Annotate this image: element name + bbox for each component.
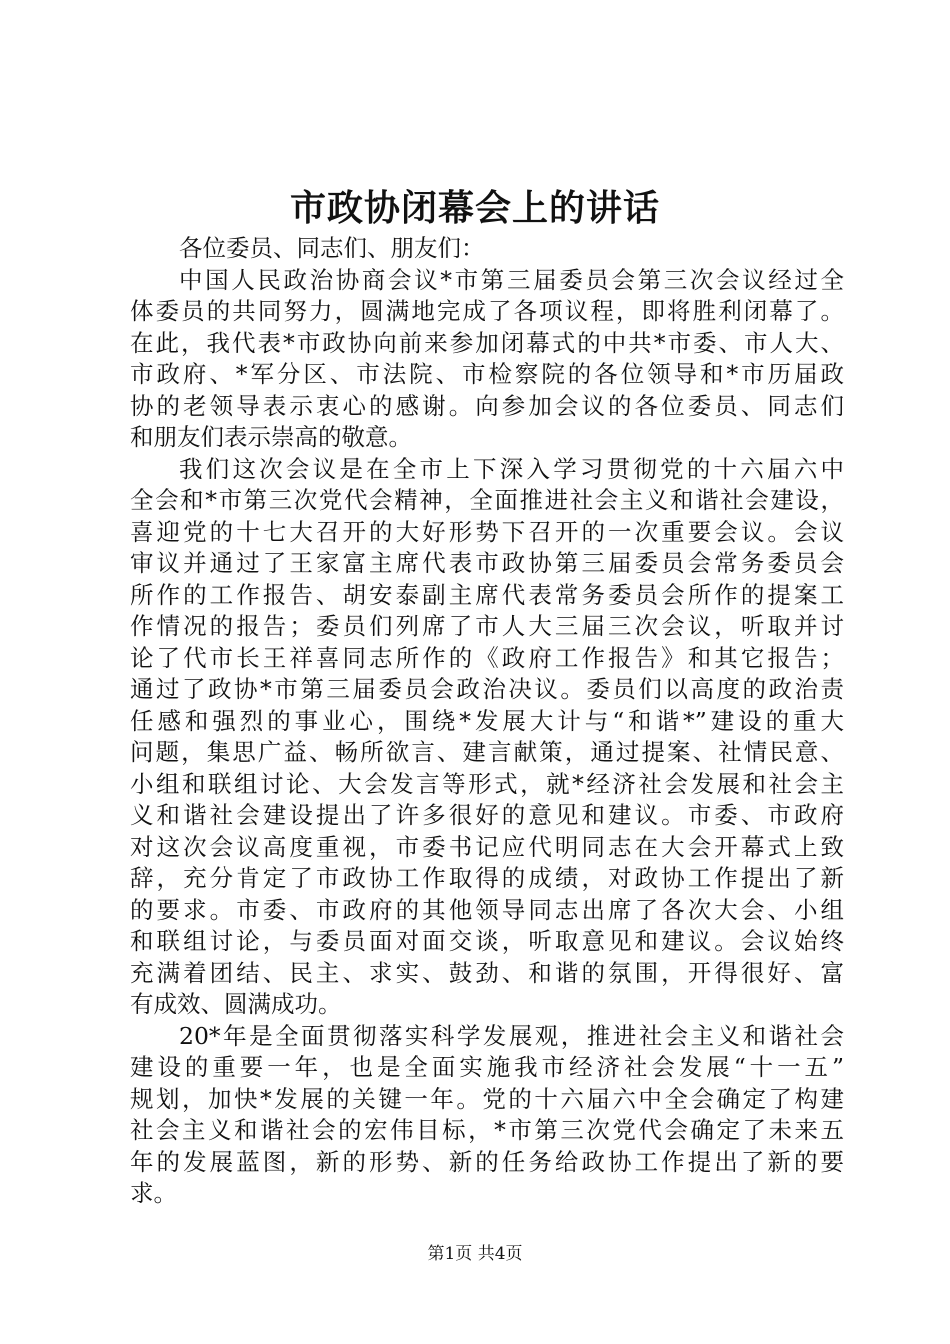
paragraph-line: 通过了政协*市第三届委员会政治决议。委员们以高度的政治责 <box>130 675 844 703</box>
paragraph-line: 全会和*市第三次党代会精神，全面推进社会主义和谐社会建设， <box>130 486 844 514</box>
paragraph-line: 和联组讨论，与委员面对面交谈，听取意见和建议。会议始终 <box>130 927 844 955</box>
paragraph-line: 所作的工作报告、胡安泰副主席代表常务委员会所作的提案工 <box>130 580 844 609</box>
document-body <box>130 233 844 1210</box>
paragraph <box>130 1021 844 1210</box>
paragraph-line: 论了代市长王祥喜同志所作的《政府工作报告》和其它报告； <box>130 643 844 672</box>
paragraphs-container <box>130 265 844 1210</box>
paragraph-line: 协的老领导表示衷心的感谢。向参加会议的各位委员、同志们 <box>130 391 844 420</box>
paragraph-line: 的要求。市委、市政府的其他领导同志出席了各次大会、小组 <box>130 895 844 924</box>
paragraph-line: 我们这次会议是在全市上下深入学习贯彻党的十六届六中 <box>179 454 844 483</box>
paragraph-line: 小组和联组讨论、大会发言等形式，就*经济社会发展和社会主 <box>130 769 844 798</box>
document-title: 市政协闭幕会上的讲话 <box>289 187 660 229</box>
paragraph-line: 中国人民政治协商会议*市第三届委员会第三次会议经过全 <box>179 265 844 294</box>
paragraph <box>130 454 844 1021</box>
paragraph-line: 市政府、*军分区、市法院、市检察院的各位领导和*市历届政 <box>130 360 844 388</box>
paragraph-line: 社会主义和谐社会的宏伟目标，*市第三次党代会确定了未来五 <box>130 1116 844 1144</box>
paragraph-line: 规划，加快*发展的关键一年。党的十六届六中全会确定了构建 <box>130 1084 844 1113</box>
paragraph-line: 辞，充分肯定了市政协工作取得的成绩，对政协工作提出了新 <box>130 864 844 892</box>
paragraph-line: 问题，集思广益、畅所欲言、建言献策，通过提案、社情民意、 <box>130 738 844 766</box>
paragraph-line: 和朋友们表示崇高的敬意。 <box>130 423 412 451</box>
paragraph-line: 有成效、圆满成功。 <box>130 990 342 1018</box>
paragraph-line: 充满着团结、民主、求实、鼓劲、和谐的氛围，开得很好、富 <box>130 958 844 987</box>
paragraph-line: 对这次会议高度重视，市委书记应代明同志在大会开幕式上致 <box>130 832 844 861</box>
paragraph <box>130 265 844 454</box>
paragraph-line: 任感和强烈的事业心，围绕*发展大计与“和谐*”建设的重大 <box>130 706 844 735</box>
paragraph-line: 建设的重要一年，也是全面实施我市经济社会发展“十一五” <box>130 1053 844 1081</box>
salutation: 各位委员、同志们、朋友们： <box>179 234 485 262</box>
paragraph-line: 求。 <box>130 1179 177 1207</box>
paragraph-line: 作情况的报告；委员们列席了市人大三届三次会议，听取并讨 <box>130 612 844 640</box>
paragraph-line: 年的发展蓝图，新的形势、新的任务给政协工作提出了新的要 <box>130 1147 844 1176</box>
paragraph-line: 体委员的共同努力，圆满地完成了各项议程，即将胜利闭幕了。 <box>130 297 844 325</box>
paragraph-line: 在此，我代表*市政协向前来参加闭幕式的中共*市委、市人大、 <box>130 328 844 357</box>
paragraph-line: 义和谐社会建设提出了许多很好的意见和建议。市委、市政府 <box>130 801 844 829</box>
paragraph-line: 审议并通过了王家富主席代表市政协第三届委员会常务委员会 <box>130 549 844 577</box>
page-footer: 第1页 共4页 <box>427 1244 523 1264</box>
paragraph-line: 喜迎党的十七大召开的大好形势下召开的一次重要会议。会议 <box>130 517 844 546</box>
paragraph-line: 20*年是全面贯彻落实科学发展观，推进社会主义和谐社会 <box>179 1021 844 1050</box>
